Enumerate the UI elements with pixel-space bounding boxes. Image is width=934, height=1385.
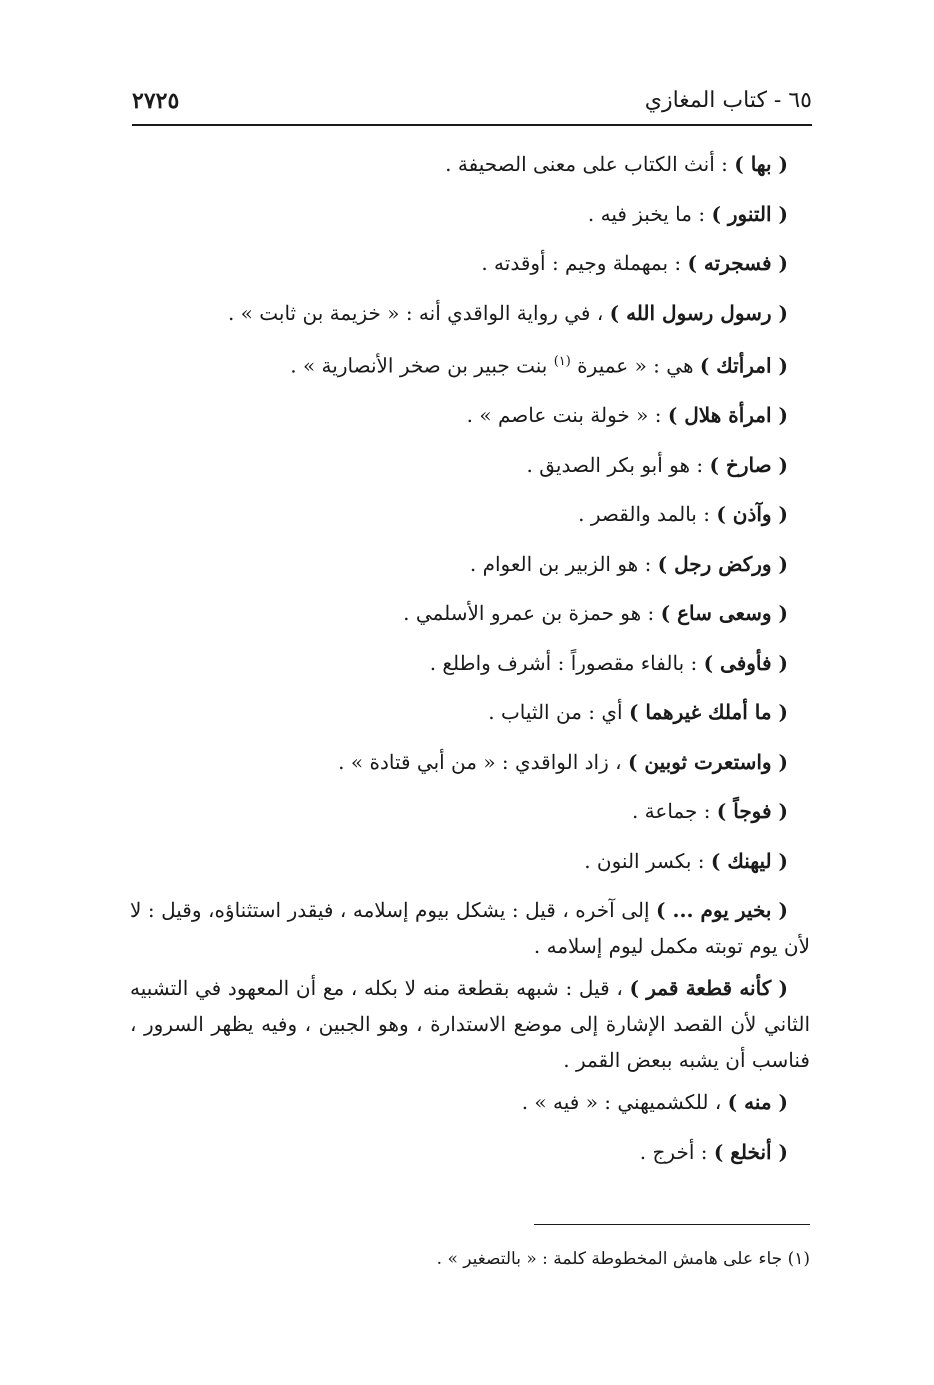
chapter-title: ٦٥ - كتاب المغازي [644,88,812,113]
entry-term: ( امرأة هلال ) [667,403,788,428]
entry-term: ( فأوفى ) [703,650,788,675]
entry-text: ، للكشميهني : « فيه » . [521,1090,728,1115]
glossary-entry [130,843,810,879]
entry-term: ( ما أملك غيرهما ) [628,700,788,725]
entry-text: : بمهملة وجيم : أوقدته . [481,251,688,275]
entry-text: : بالفاء مقصوراً : أشرف واطلع . [429,650,704,675]
entry-text: : هو أبو بكر الصديق . [526,452,710,477]
glossary-entry [130,196,810,232]
entry-text: : هو حمزة بن عمرو الأسلمي . [403,601,661,626]
glossary-entry [130,645,810,681]
entry-term: ( صارخ ) [709,452,788,477]
page-number: ٢٧٢٥ [132,88,180,114]
entry-term: ( امرأتك ) [699,353,788,378]
entry-text: ، قيل : شبهه بقطعة منه لا بكله ، مع أن المعهود في التشبيه الثاني لأن القصد الإشارة إلى موضع الاستدارة ، وهو الجبين ، وفيه يظهر السرور ، فناسب أن يشبه ببعض القمر . [130,976,810,1073]
entry-text: : أخرج . [639,1139,714,1164]
entry-term: ( أنخلع ) [713,1139,788,1164]
entry-term: ( وسعى ساع ) [660,601,788,626]
entry-term: ( بها ) [734,152,788,176]
entry-term: ( بخير يوم ... ) [656,898,788,923]
entry-text: ، في رواية الواقدي أنه : « خزيمة بن ثابت » . [227,300,610,325]
glossary-entry [130,245,810,281]
footnote-marker: (١) [553,354,571,369]
glossary-entry [130,694,810,730]
glossary-entry [130,344,810,384]
entry-text: أي : من الثياب . [488,700,629,725]
entry-term: ( وآذن ) [716,502,788,527]
glossary-entry [130,546,810,582]
glossary-entry [130,496,810,532]
entry-term: ( فسجرته ) [687,251,788,275]
footnote: (١) جاء على هامش المخطوطة كلمة : « بالتصغير » . [436,1249,810,1269]
entry-text: : بكسر النون . [584,848,711,873]
glossary-entry [130,970,810,1078]
entry-text: : ما يخبز فيه . [587,201,712,226]
glossary-entry [130,1134,810,1170]
glossary-entry [130,1084,810,1120]
entry-term: ( كأنه قطعة قمر ) [629,976,788,1001]
entry-term: ( التنور ) [711,201,788,226]
page-header [132,86,812,126]
entry-text: : أنث الكتاب على معنى الصحيفة . [445,152,735,176]
glossary-entry [130,397,810,433]
entry-term: ( رسول رسول الله ) [609,300,788,325]
glossary-entry [130,146,810,182]
glossary-entry [130,793,810,829]
entry-term: ( منه ) [727,1090,788,1115]
entry-term: ( واستعرت ثوبين ) [627,749,788,774]
glossary-entries [130,146,810,1183]
entry-text: : جماعة . [631,799,717,824]
glossary-entry [130,595,810,631]
entry-text: : هو الزبير بن العوام . [469,551,658,576]
glossary-entry [130,892,810,964]
entry-term: ( فوجاً ) [716,799,788,824]
entry-text: : بالمد والقصر . [578,502,717,527]
entry-text: ، زاد الواقدي : « من أبي قتادة » . [338,749,628,774]
glossary-entry [130,744,810,780]
entry-text: إلى آخره ، قيل : يشكل بيوم إسلامه ، فيقدر استثناؤه، وقيل : لا لأن يوم توبته مكمل ليوم إسلامه . [130,898,810,959]
footnote-divider [534,1224,810,1225]
entry-text: هي : « عميرة [570,353,700,378]
glossary-entry [130,447,810,483]
entry-term: ( وركض رجل ) [657,551,788,576]
entry-text-cont: بنت جبير بن صخر الأنصارية » . [290,353,554,378]
entry-term: ( ليهنك ) [710,848,788,873]
entry-text: : « خولة بنت عاصم » . [466,403,668,428]
glossary-entry [130,295,810,331]
